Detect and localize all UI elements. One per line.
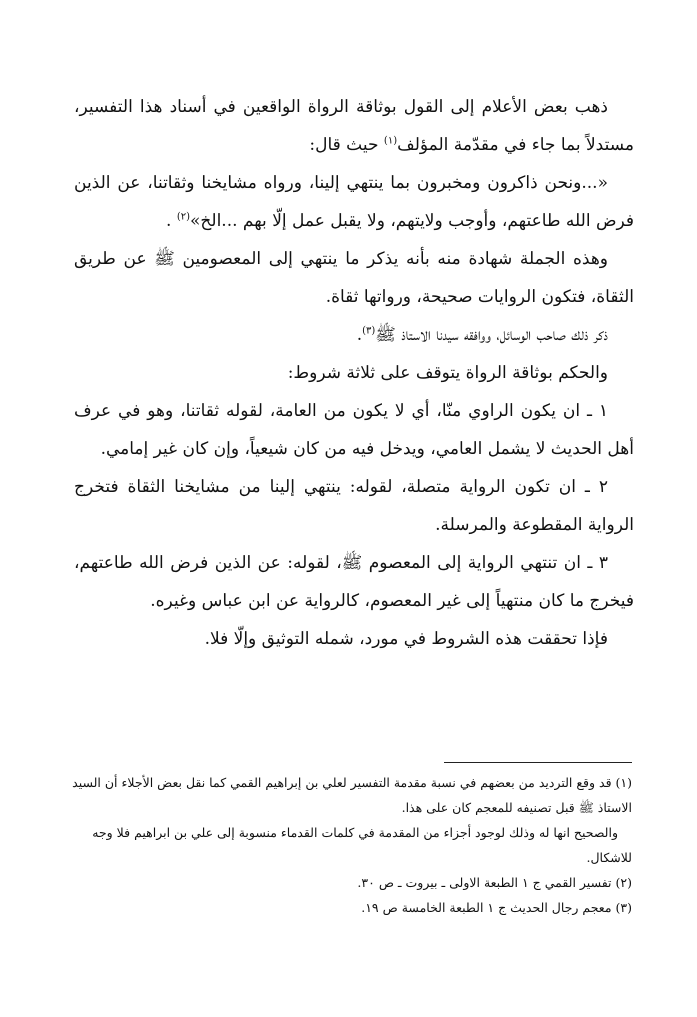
footnote-ref-2: (٢) [176,211,191,223]
paragraph-3: وهذه الجملة شهادة منه بأنه يذكر ما ينتهي إلى المعصومين ﷺ عن طريق الثقاة، فتكون الروايات صحيحة، ورواتها ثقاة. [74,249,634,307]
footnote-1: (١) قد وقع الترديد من بعضهم في نسبة مقدمة التفسير لعلي بن إبراهيم القمي كما نقل بعض الأجلاء أن السيد الاستاذ ﷺ قبل تصنيفه للمعجم كان على هذا. [72,775,632,815]
quote-tail: . [166,211,177,231]
quote-text: «...ونحن ذاكرون ومخبرون بما ينتهي إلينا، ورواه مشايخنا وثقاتنا، عن الذين فرض الله طاعتهم، وأوجب ولايتهم، ولا يقبل عمل إلّا بهم ...الخ» [74,173,634,231]
footnote-ref-3: (٣) [362,325,376,337]
paragraph-1-text: ذهب بعض الأعلام إلى القول بوثاقة الرواة الواقعين في أسناد هذا التفسير، مستدلاً بما جاء في مقدّمة المؤلف [74,97,634,155]
paragraph-4-text: ذكر ذلك صاحب الوسائل، ووافقه سيدنا الاستاذ ﷺ [375,325,608,345]
paragraph-4-tail: . [356,325,363,345]
footnote-3: (٣) معجم رجال الحديث ج ١ الطبعة الخامسة ص ١٩. [361,900,632,915]
conclusion: فإذا تحققت هذه الشروط في مورد، شمله التوثيق وإلّا فلا. [204,629,608,649]
main-text [74,88,634,658]
paragraph-1-tail: حيث قال: [309,135,384,155]
footnote-1-continued: والصحيح انها له وذلك لوجود أجزاء من المقدمة في كلمات القدماء منسوبة إلى علي بن ابراهيم فلا وجه للاشكال. [92,825,632,865]
footnote-2: (٢) تفسير القمي ج ١ الطبعة الاولى ـ بيروت ـ ص ٣٠. [357,875,632,890]
condition-1: ١ ـ ان يكون الراوي منّا، أي لا يكون من العامة، لقوله ثقاتنا، وهو في عرف أهل الحديث لا يشمل العامي، ويدخل فيه من كان شيعياً، وإن كان غير إمامي. [74,401,634,459]
footnotes [60,770,632,920]
quote-paragraph [74,164,634,240]
condition-2: ٢ ـ ان تكون الرواية متصلة، لقوله: ينتهي إلينا من مشايخنا الثقاة فتخرج الرواية المقطوعة والمرسلة. [74,477,634,535]
condition-3: ٣ ـ ان تنتهي الرواية إلى المعصوم ﷺ، لقوله: عن الذين فرض الله طاعتهم، فيخرج ما كان منتهياً إلى غير المعصوم، كالرواية عن ابن عباس وغيره. [74,553,634,611]
paragraph-4 [74,316,634,354]
paragraph-5: والحكم بوثاقة الرواة يتوقف على ثلاثة شروط: [287,363,608,383]
paragraph-1 [74,88,634,164]
footnote-ref-1: (١) [383,135,398,147]
footnote-divider [444,762,632,763]
